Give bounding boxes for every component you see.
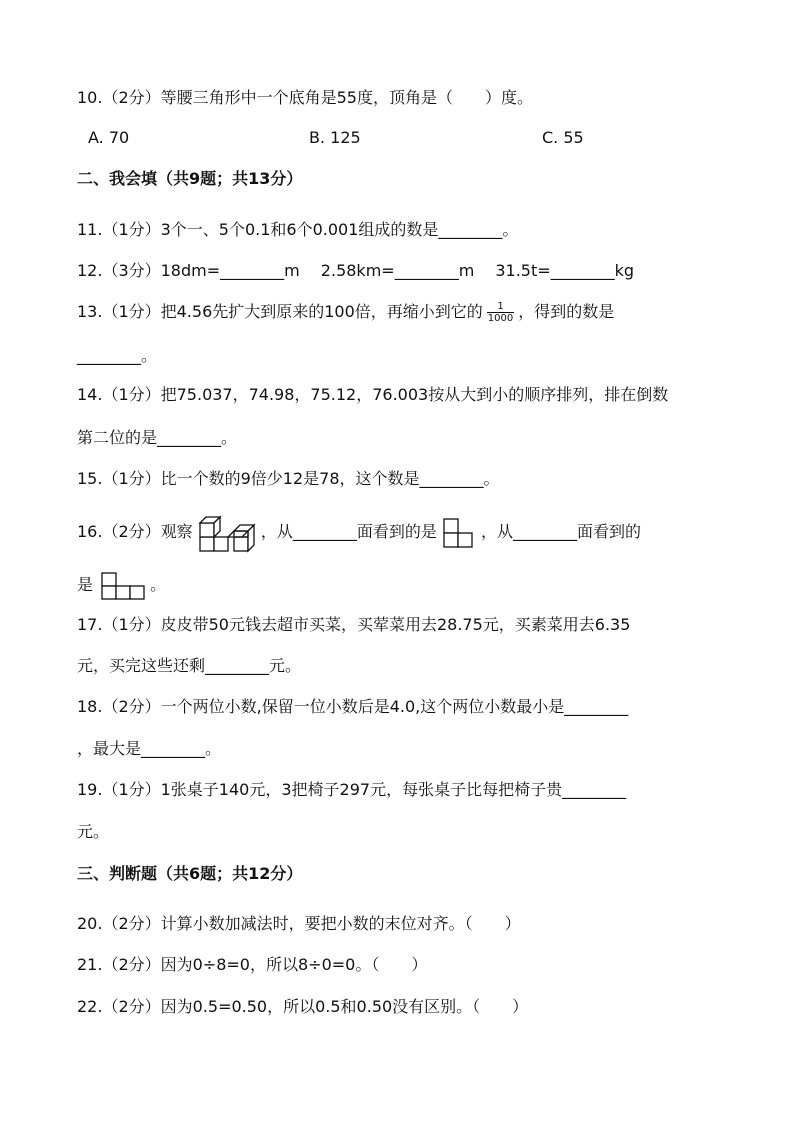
question-22: 22.（2分）因为0.5=0.50，所以0.5和0.50没有区别。（ ） <box>77 997 529 1016</box>
q13-line-2: ________。 <box>77 346 158 365</box>
q14-line-2: 第二位的是________。 <box>77 428 238 447</box>
q17-line-1: 17.（1分）皮皮带50元钱去超市买菜，买荤菜用去28.75元，买素菜用去6.35 <box>77 615 631 634</box>
q16-line-2: 是 <box>77 575 94 594</box>
q16-text-3: ，从________面看到的 <box>481 522 642 541</box>
q17-line-2: 元，买完这些还剩________元。 <box>77 656 302 675</box>
q13-fraction-denominator: 1000 <box>487 313 514 324</box>
question-12: 12.（3分）18dm=________m 2.58km=________m 31.5t=________kg <box>77 261 635 280</box>
q10-option-b: B. 125 <box>309 128 361 147</box>
q13-fraction-numerator: 1 <box>487 301 514 313</box>
q16-text-1: 16.（2分）观察 <box>77 522 193 541</box>
q18-line-1: 18.（2分）一个两位小数,保留一位小数后是4.0,这个两位小数最小是________ <box>77 697 629 716</box>
section-3-heading: 三、判断题（共6题；共12分） <box>77 864 303 883</box>
q13-fraction <box>487 301 514 324</box>
question-11: 11.（1分）3个一、5个0.1和6个0.001组成的数是________。 <box>77 220 519 239</box>
q16-text-2: ，从________面看到的是 <box>260 522 437 541</box>
q16-line-2-end: 。 <box>150 575 167 594</box>
q10-option-a: A. 70 <box>88 128 130 147</box>
question-15: 15.（1分）比一个数的9倍少12是78，这个数是________。 <box>77 469 500 488</box>
q19-line-1: 19.（1分）1张桌子140元，3把椅子297元，每张桌子比每把椅子贵________ <box>77 780 627 799</box>
view-b-figure <box>98 571 150 601</box>
cube-stack-figure <box>198 513 256 553</box>
q10-text: 10.（2分）等腰三角形中一个底角是55度，顶角是（ ）度。 <box>77 88 533 107</box>
q13-text-before: 13.（1分）把4.56先扩大到原来的100倍，再缩小到它的 <box>77 302 483 321</box>
question-20: 20.（2分）计算小数加减法时，要把小数的末位对齐。（ ） <box>77 914 521 933</box>
q18-line-2: ，最大是________。 <box>77 739 222 758</box>
section-2-heading: 二、我会填（共9题；共13分） <box>77 169 303 188</box>
question-21: 21.（2分）因为0÷8=0，所以8÷0=0。（ ） <box>77 955 428 974</box>
q13-text-after: ，得到的数是 <box>518 302 615 321</box>
view-a-figure <box>442 517 476 549</box>
q19-line-2: 元。 <box>77 822 110 841</box>
q14-line-1: 14.（1分）把75.037，74.98，75.12，76.003按从大到小的顺序排列，排在倒数 <box>77 385 669 404</box>
q10-option-c: C. 55 <box>542 128 584 147</box>
